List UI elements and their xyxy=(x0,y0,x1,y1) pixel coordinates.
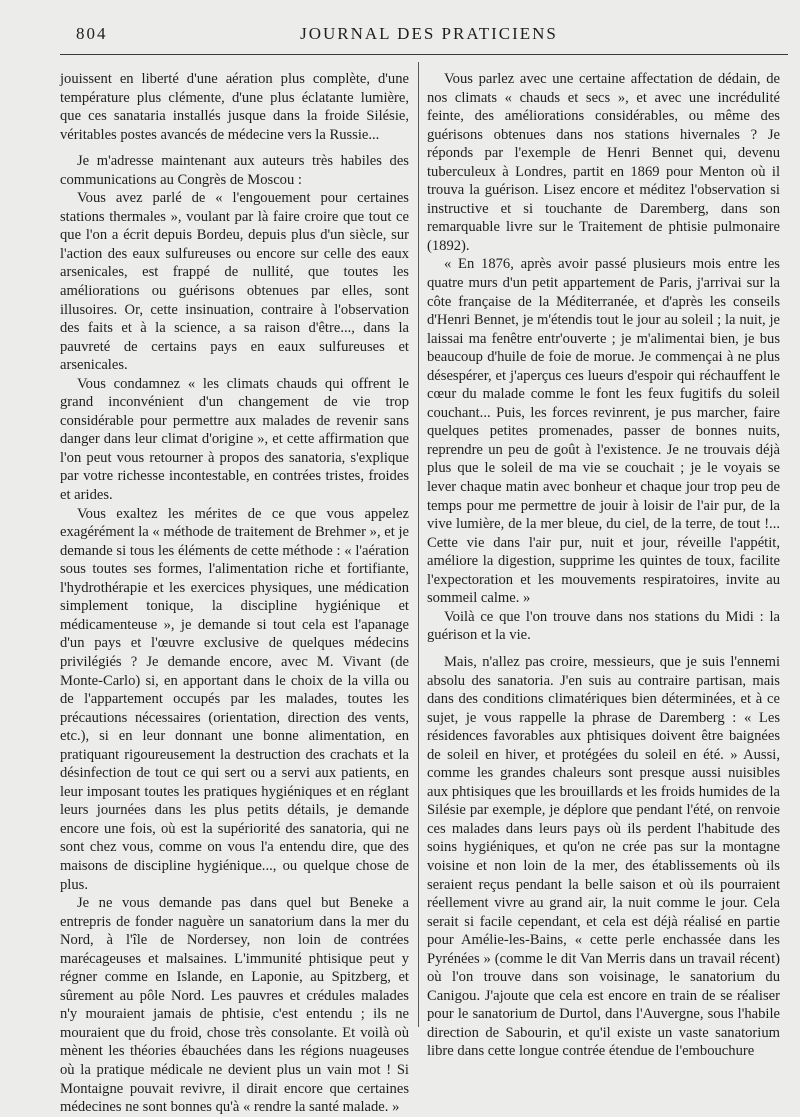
page-header xyxy=(76,24,782,50)
paragraph: Je ne vous demande pas dans quel but Beneke a entrepris de fonder naguère un sanatorium dans la mer du Nord, à l'île de Nordersey, non loin de contrées marécageuses et malsaines. L'immunité phtisique peut y régner comme en Islande, en Laponie, au Spitzberg, et sûrement au pôle Nord. Les pauvres et crédules malades n'y mouraient jamais de phtisie, c'est entendu ; ils ne mouraient que du froid, chose très consolante. Et voilà où mènent les théories ébauchées dans les régions nuageuses où la pratique médicale ne devient plus un vain mot ! Si Montaigne pouvait revivre, il dirait encore que certaines médecines ne sont bonnes qu'à « rendre la santé malade. » xyxy=(60,895,409,1116)
paragraph: Voilà ce que l'on trouve dans nos stations du Midi : la guérison et la vie. xyxy=(427,608,780,644)
paragraph: Vous avez parlé de « l'engouement pour certaines stations thermales », voulant par là faire croire que tout ce que l'on a écrit depuis Bordeu, depuis plus d'un siècle, sur l'action des eaux sulfureuses ou encore sur celle des eaux arsenicales, est frappé de nullité, que toutes les améliorations ou guérisons obtenues par elles, sont illusoires. Or, cette insinuation, contraire à l'observation des faits et à la science, a sa raison d'être..., dans la pauvreté de certains pays en eaux sulfureuses et arsenicales. xyxy=(60,190,409,374)
journal-title: JOURNAL DES PRATICIENS xyxy=(300,24,558,43)
paragraph: Vous condamnez « les climats chauds qui offrent le grand inconvénient d'un changement de vie trop considérable pour permettre aux malades de revenir sans danger dans leur climat d'origine », et cette affirmation que l'on peut vous retourner à propos des sanatoria, s'explique par votre richesse incontestable, en contrées tristes, froides et arides. xyxy=(60,375,409,504)
header-rule xyxy=(60,54,788,55)
paragraph: jouissent en liberté d'une aération plus complète, d'une température plus clémente, d'une plus éclatante lumière, que ces sanataria installés jusque dans la froide Silésie, véritables postes avancés de médecine vers la Russie... xyxy=(60,71,409,143)
left-column xyxy=(60,70,409,1117)
right-column xyxy=(427,70,780,1061)
page-number: 804 xyxy=(76,24,108,43)
quoted-paragraph: « En 1876, après avoir passé plusieurs mois entre les quatre murs d'un petit appartement de Paris, j'arrivai sur la côte française de la Méditerranée, et d'après les conseils d'Henri Bennet, je m'étendis tout le jour au soleil ; la nuit, je laissai ma fenêtre entr'ouverte ; je m'alimentai bien, je bus beaucoup d'huile de foie de morue. Je commençai à ne plus désespérer, et j'aperçus ces lueurs d'espoir qui réchauffent le cœur du malade comme le font les feux fugitifs du soleil couchant... Puis, les forces revinrent, je pus marcher, faire quelques petites promenades, passer de bonnes nuits, reprendre un peu de goût à l'existence. Je ne trouvais déjà plus que le soleil de ma vie se couchait ; je le voyais se lever chaque matin avec bonheur et chaque jour trop peu de temps pour me permettre de jouir à loisir de l'air pur, de la vive lumière, de la mer bleue, du ciel, de la terre, de tout !... Cette vie dans l'air pur, nuit et jour, réveille l'appétit, améliore la digestion, supprime les quintes de toux, facilite l'expectoration et les mouvements respiratoires, invite au sommeil calme. » xyxy=(427,256,780,607)
paragraph: Mais, n'allez pas croire, messieurs, que je suis l'ennemi absolu des sanatoria. J'en suis au contraire partisan, mais dans des conditions climatériques bien déterminées, et à ce sujet, je vous rappelle la phrase de Daremberg : « Les résidences favorables aux phtisiques doivent être baignées de soleil en hiver, et protégées du soleil en été. » Aussi, comme les grandes chaleurs sont presque aussi nuisibles aux phtisiques que les brouillards et les froids humides de la Silésie par exemple, je déplore que pendant l'été, on renvoie ces malades dans leurs pays où ils perdent l'habitude des soins hygiéniques, et qu'on ne crée pas sur la montagne voisine et non loin de la mer, des établissements où ils seraient reçus pendant la belle saison et où ils pourraient réellement vivre au grand air, la nuit comme le jour. Cela serait si facile cependant, et cela est déjà réalisé en partie pour Amélie-les-Bains, « cette perle enchassée dans les Pyrénées » (comme le dit Van Merris dans un travail récent) où l'on trouve dans son voisinage, le sanatorium du Canigou. J'ajoute que cela est encore en train de se réaliser pour le sanatorium de Durtol, dans l'Auvergne, sous l'habile direction de Sabourin, et qu'il existe un vaste sanatorium libre dans cette longue contrée étendue de l'embouchure xyxy=(427,653,780,1060)
paragraph: Vous parlez avec une certaine affectation de dédain, de nos climats « chauds et secs », et avec une incrédulité feinte, des améliorations considérables, ou même des guérisons obtenues dans nos stations hivernales ? Je réponds par l'exemple de Henri Bennet qui, devenu tuberculeux à Londres, partit en 1869 pour Menton où il trouva la guérison. Lisez encore et méditez l'observation si instructive et si touchante de Daremberg, dans son remarquable livre sur le Traitement de phtisie pulmonaire (1892). xyxy=(427,71,780,254)
paragraph: Je m'adresse maintenant aux auteurs très habiles des communications au Congrès de Moscou : xyxy=(60,153,409,188)
paragraph: Vous exaltez les mérites de ce que vous appelez exagérément la « méthode de traitement de Brehmer », et je demande si tous les éléments de cette méthode : « l'aération sous toutes ses formes, l'alimentation riche et fortifiante, l'hydrothérapie et les exercices physiques, une médication simplement tonique, la discipline hygiénique et médicamenteuse », je demande si tout cela est l'apanage d'un pays et l'œuvre exclusive de quelques médecins privilégiés ? Je demande encore, avec M. Vivant (de Monte-Carlo) si, en apportant dans le choix de la villa ou de l'appartement occupés par les malades, toutes les précautions nécessaires (orientation, direction des vents, etc.), si en leur donnant une bonne alimentation, en pratiquant rigoureusement la destruction des crachats et la désinfection de tout ce qui sert ou a servi aux patients, en leur imposant toutes les pratiques hygiéniques et en réglant leurs journées dans les plus petits détails, je demande encore une fois, où est la supériorité des sanatoria, qui ne sont chez vous, comme on vous l'a entendu dire, que des maisons de discipline hygiénique..., ou quelque chose de plus. xyxy=(60,505,409,893)
column-divider xyxy=(418,62,419,1027)
